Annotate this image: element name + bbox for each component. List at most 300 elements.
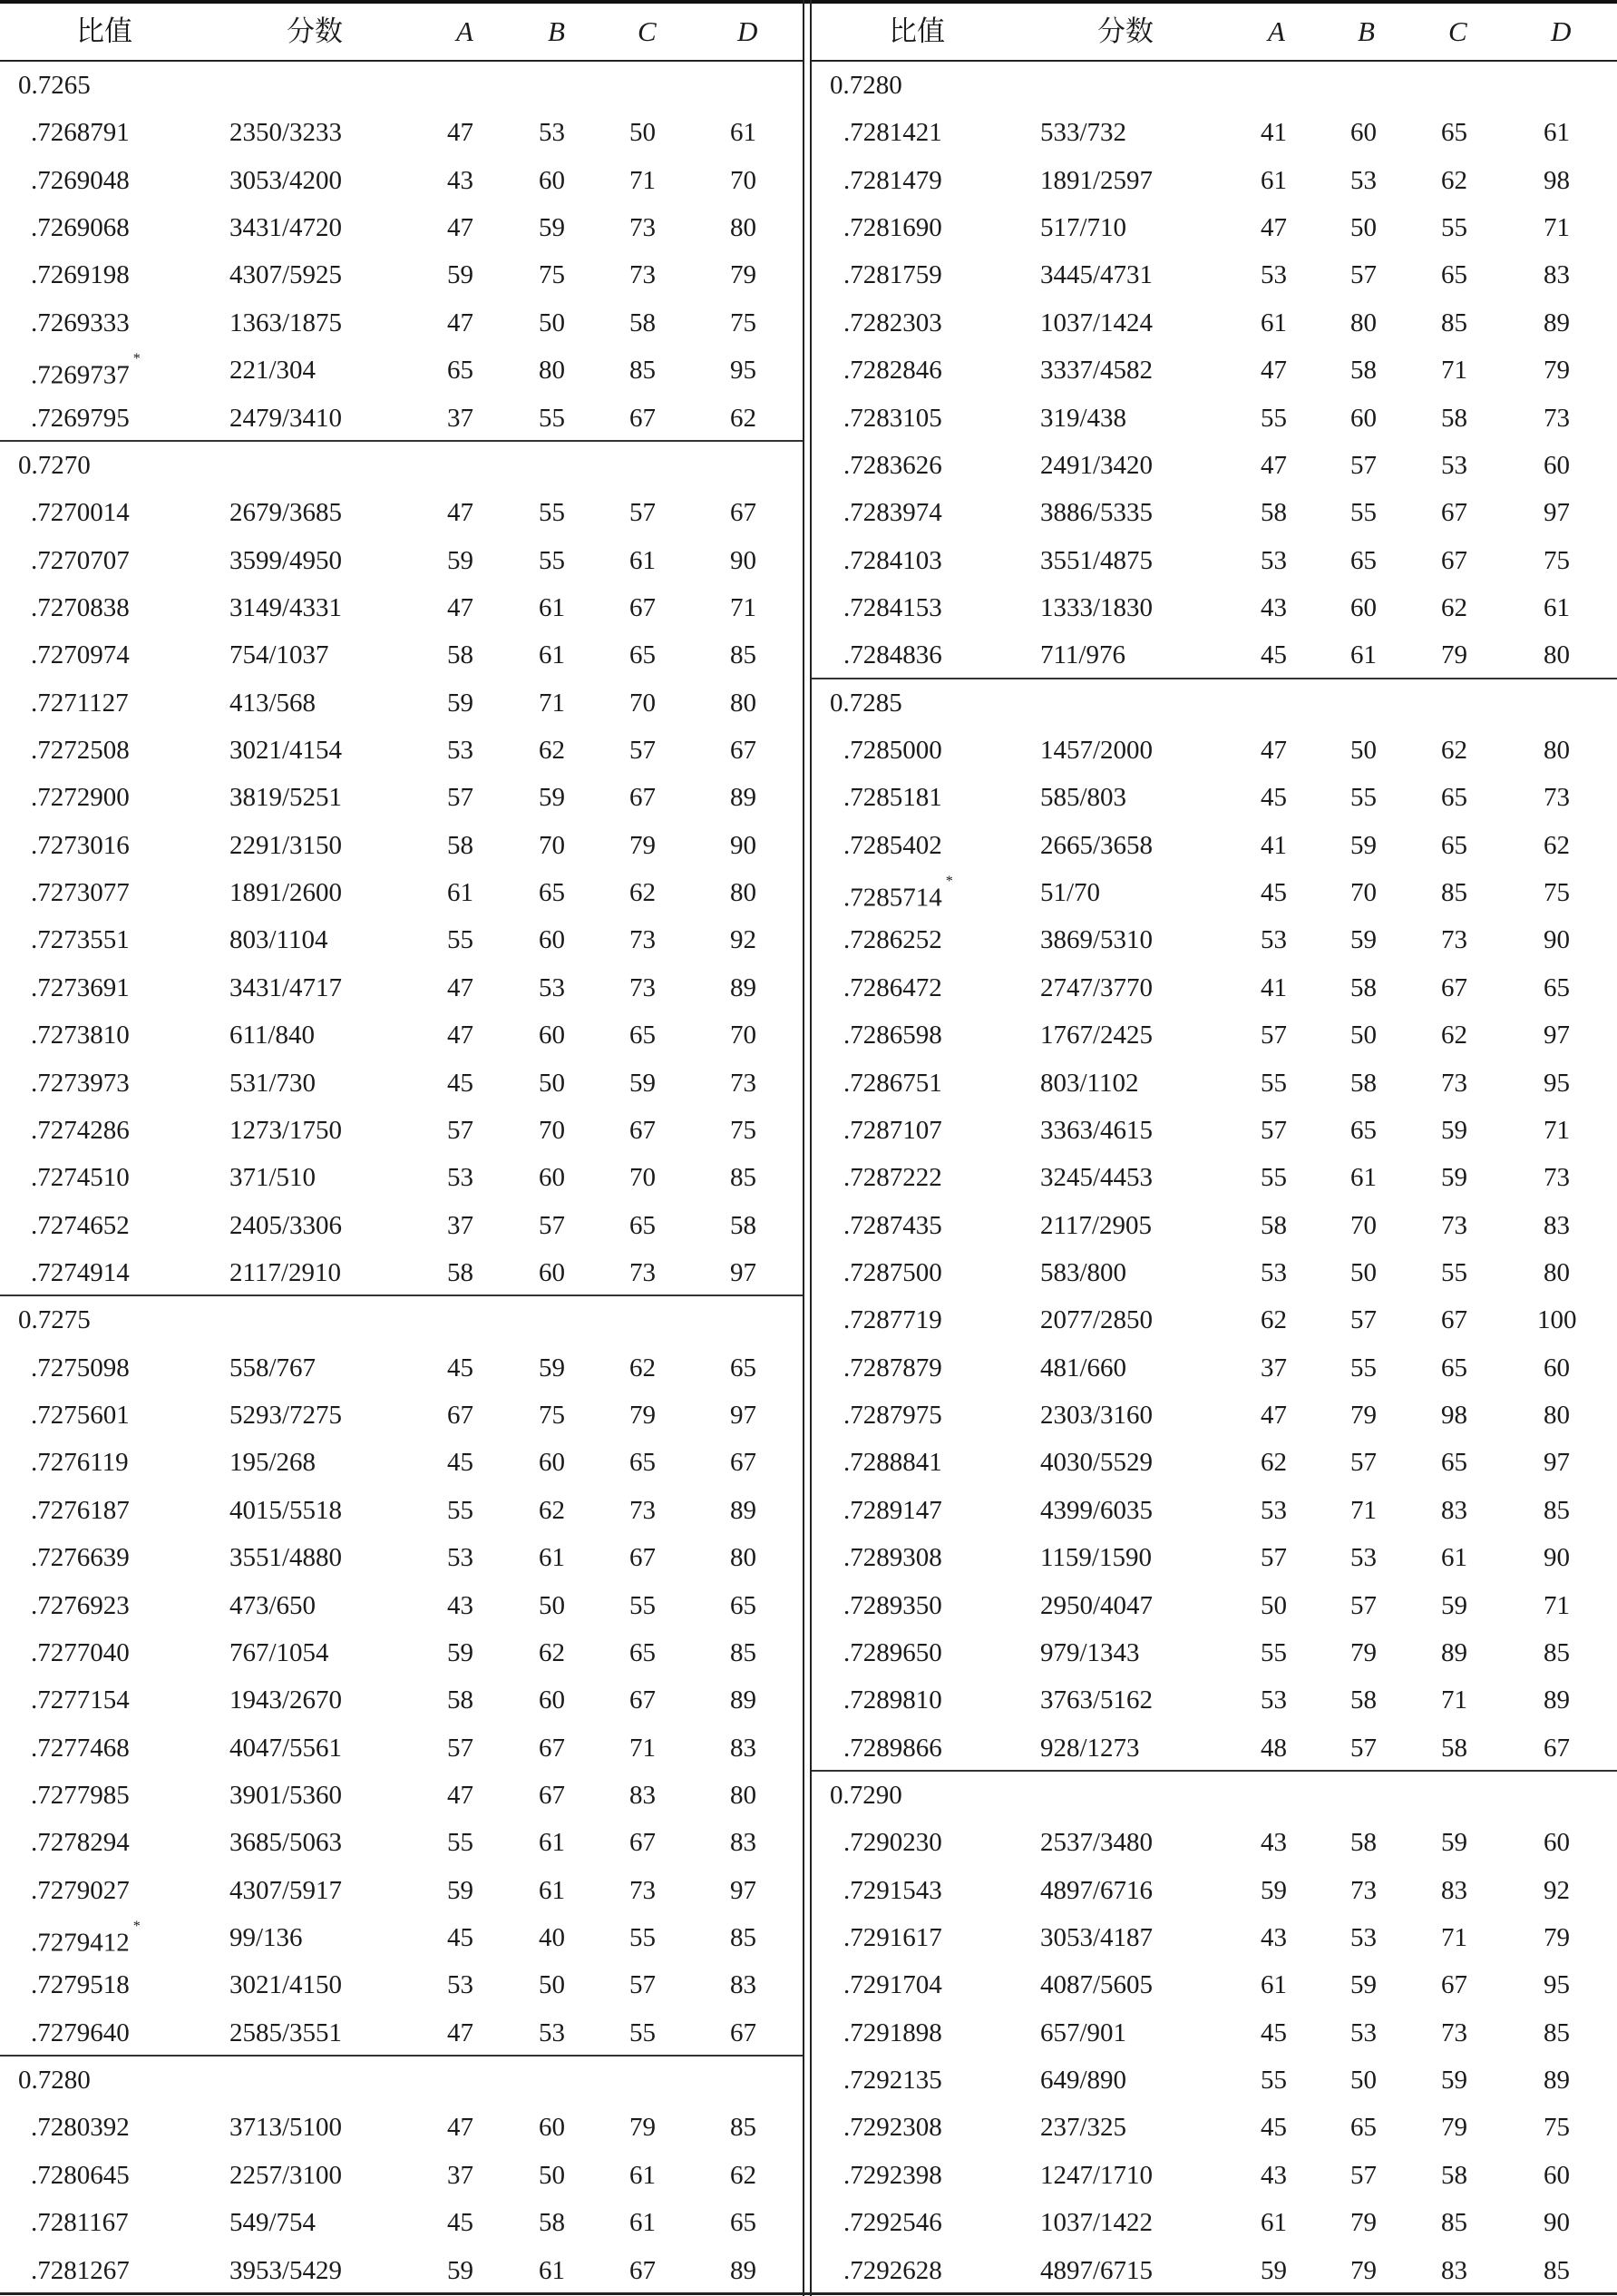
ratio-value: .7281759 (843, 260, 942, 290)
d-cell: 80 (730, 1780, 756, 1810)
d-cell: 89 (730, 972, 756, 1002)
b-cell: 60 (539, 925, 565, 955)
fraction-cell: 4087/5605 (1040, 1970, 1154, 2000)
a-cell: 47 (447, 1021, 473, 1050)
b-cell: 61 (539, 1875, 565, 1905)
ratio-cell (31, 1772, 130, 1819)
table-row (0, 157, 803, 204)
fraction-cell: 583/800 (1040, 1257, 1127, 1287)
ratio-cell (843, 822, 942, 869)
table-row (812, 964, 1617, 1011)
d-cell: 60 (1544, 1828, 1570, 1858)
b-cell: 79 (1350, 2208, 1377, 2238)
fraction-cell: 2491/3420 (1040, 450, 1154, 480)
a-cell: 53 (1261, 1685, 1287, 1715)
a-cell: 53 (447, 1163, 473, 1193)
ratio-cell (843, 2247, 942, 2294)
ratio-cell (31, 1011, 130, 1059)
c-cell: 85 (1441, 308, 1467, 337)
fraction-cell: 2950/4047 (1040, 1590, 1154, 1620)
ratio-value: .7269795 (31, 403, 130, 433)
b-cell: 70 (1350, 878, 1377, 908)
c-cell: 65 (1441, 783, 1467, 813)
ratio-value: .7282303 (843, 308, 942, 337)
a-cell: 47 (1261, 356, 1287, 386)
table-row (0, 964, 803, 1011)
fraction-cell: 1037/1424 (1040, 308, 1154, 337)
d-cell: 85 (730, 640, 756, 670)
d-cell: 75 (730, 1115, 756, 1145)
fraction-cell: 99/136 (229, 1923, 303, 1953)
table-row (812, 1060, 1617, 1107)
b-cell: 61 (539, 640, 565, 670)
b-cell: 50 (1350, 1021, 1377, 1050)
fraction-cell: 2291/3150 (229, 830, 343, 860)
group-label: 0.7275 (18, 1305, 91, 1335)
b-cell: 61 (539, 592, 565, 622)
d-cell: 90 (730, 545, 756, 575)
table-row (0, 2152, 803, 2199)
ratio-value: .7269198 (31, 260, 130, 290)
ratio-cell (31, 1344, 130, 1392)
ratio-cell (843, 299, 942, 347)
d-cell: 67 (730, 2018, 756, 2047)
ratio-cell (31, 1914, 141, 1967)
d-cell: 75 (1544, 878, 1570, 908)
b-cell: 65 (1350, 545, 1377, 575)
table-row (812, 251, 1617, 298)
b-cell: 50 (539, 2160, 565, 2190)
c-cell: 67 (1441, 545, 1467, 575)
c-cell: 67 (629, 2255, 656, 2285)
b-cell: 57 (539, 1210, 565, 1240)
a-cell: 59 (447, 1637, 473, 1667)
a-cell: 62 (1261, 1305, 1287, 1335)
b-cell: 62 (539, 736, 565, 766)
a-cell: 55 (1261, 2066, 1287, 2096)
a-cell: 58 (1261, 1210, 1287, 1240)
c-cell: 65 (1441, 830, 1467, 860)
c-cell: 55 (629, 1923, 656, 1953)
a-cell: 55 (447, 925, 473, 955)
d-cell: 61 (1544, 592, 1570, 622)
table-row (812, 584, 1617, 631)
d-cell: 85 (1544, 1495, 1570, 1525)
c-cell: 61 (629, 545, 656, 575)
ratio-value: .7275601 (31, 1401, 130, 1431)
ratio-value: .7277040 (31, 1637, 130, 1667)
ratio-cell (31, 1202, 130, 1249)
a-cell: 45 (1261, 783, 1287, 813)
d-cell: 80 (730, 878, 756, 908)
table-row (0, 679, 803, 727)
fraction-cell: 481/660 (1040, 1353, 1127, 1382)
c-cell: 83 (1441, 2255, 1467, 2285)
ratio-value: .7286751 (843, 1068, 942, 1098)
c-cell: 71 (1441, 1685, 1467, 1715)
ratio-cell (843, 1961, 942, 2008)
ratio-cell (31, 1060, 130, 1107)
fraction-cell: 2405/3306 (229, 1210, 343, 1240)
c-cell: 98 (1441, 1401, 1467, 1431)
table-row (812, 1011, 1617, 1059)
ratio-cell (843, 2152, 942, 2199)
table-row (0, 1060, 803, 1107)
a-cell: 53 (1261, 545, 1287, 575)
a-cell: 45 (1261, 640, 1287, 670)
a-cell: 50 (1261, 1590, 1287, 1620)
ratio-cell (31, 822, 130, 869)
a-cell: 41 (1261, 830, 1287, 860)
ratio-cell (31, 2152, 130, 2199)
ratio-cell (31, 916, 130, 963)
c-cell: 55 (629, 1590, 656, 1620)
group-label-row (812, 679, 1617, 727)
ratio-value: .7286598 (843, 1021, 942, 1050)
a-cell: 45 (447, 2208, 473, 2238)
table-row (812, 537, 1617, 584)
a-cell: 53 (1261, 260, 1287, 290)
fraction-cell: 4047/5561 (229, 1733, 343, 1763)
ratio-cell (31, 1534, 130, 1581)
a-cell: 43 (1261, 592, 1287, 622)
table-row (0, 2009, 803, 2057)
d-cell: 83 (1544, 260, 1570, 290)
d-cell: 85 (730, 1163, 756, 1193)
ratio-value: .7278294 (31, 1828, 130, 1858)
table-row (812, 2247, 1617, 2294)
d-cell: 83 (730, 1970, 756, 2000)
ratio-cell (31, 1724, 130, 1772)
c-cell: 65 (629, 640, 656, 670)
d-cell: 80 (730, 213, 756, 243)
fraction-cell: 3021/4150 (229, 1970, 343, 2000)
d-cell: 90 (1544, 925, 1570, 955)
b-cell: 70 (539, 830, 565, 860)
c-cell: 79 (629, 1401, 656, 1431)
b-cell: 57 (1350, 2160, 1377, 2190)
ratio-value: .7277985 (31, 1780, 130, 1810)
b-cell: 60 (539, 1685, 565, 1715)
d-cell: 65 (1544, 972, 1570, 1002)
header-ratio: 比值 (76, 15, 132, 47)
b-cell: 60 (539, 1257, 565, 1287)
table-row (812, 822, 1617, 869)
ratio-cell (843, 109, 942, 156)
table-row (0, 584, 803, 631)
footnote-marker: * (132, 351, 141, 367)
ratio-value: .7288841 (843, 1448, 942, 1478)
table-row (0, 1724, 803, 1772)
a-cell: 45 (1261, 2113, 1287, 2143)
c-cell: 59 (1441, 1590, 1467, 1620)
table-row (0, 395, 803, 442)
table-row (812, 1534, 1617, 1581)
d-cell: 85 (730, 1637, 756, 1667)
c-cell: 79 (629, 830, 656, 860)
d-cell: 65 (730, 1353, 756, 1382)
d-cell: 80 (1544, 640, 1570, 670)
ratio-value: .7287879 (843, 1353, 942, 1382)
right-table-panel (812, 4, 1617, 2294)
table-row (812, 1582, 1617, 1629)
a-cell: 53 (447, 1543, 473, 1573)
d-cell: 73 (1544, 783, 1570, 813)
fraction-cell: 803/1104 (229, 925, 328, 955)
ratio-cell (843, 1676, 942, 1724)
ratio-value: .7289810 (843, 1685, 942, 1715)
d-cell: 61 (1544, 118, 1570, 148)
ratio-value: .7275098 (31, 1353, 130, 1382)
a-cell: 47 (447, 118, 473, 148)
table-row (812, 157, 1617, 204)
fraction-cell: 1037/1422 (1040, 2208, 1154, 2238)
table-row (0, 1772, 803, 1819)
a-cell: 59 (447, 2255, 473, 2285)
footnote-marker: * (132, 1919, 141, 1935)
b-cell: 55 (1350, 498, 1377, 528)
c-cell: 65 (629, 1021, 656, 1050)
b-cell: 55 (539, 498, 565, 528)
fraction-cell: 371/510 (229, 1163, 317, 1193)
c-cell: 73 (629, 260, 656, 290)
d-cell: 60 (1544, 450, 1570, 480)
fraction-cell: 2479/3410 (229, 403, 343, 433)
d-cell: 89 (730, 1495, 756, 1525)
c-cell: 61 (629, 2160, 656, 2190)
ratio-value: .7292546 (843, 2208, 942, 2238)
ratio-value: .7279640 (31, 2018, 130, 2047)
d-cell: 73 (730, 1068, 756, 1098)
fraction-cell: 1247/1710 (1040, 2160, 1154, 2190)
ratio-value: .7276119 (31, 1448, 129, 1478)
fraction-cell: 4399/6035 (1040, 1495, 1154, 1525)
fraction-cell: 4015/5518 (229, 1495, 343, 1525)
b-cell: 65 (539, 878, 565, 908)
ratio-cell (843, 584, 942, 631)
table-row (0, 1961, 803, 2008)
a-cell: 57 (1261, 1543, 1287, 1573)
c-cell: 61 (629, 2208, 656, 2238)
a-cell: 47 (447, 498, 473, 528)
c-cell: 57 (629, 1970, 656, 2000)
fraction-cell: 473/650 (229, 1590, 317, 1620)
table-row (0, 489, 803, 536)
a-cell: 55 (1261, 1068, 1287, 1098)
ratio-value: .7289308 (843, 1543, 942, 1573)
ratio-value: .7280645 (31, 2160, 130, 2190)
ratio-cell (31, 774, 130, 821)
c-cell: 57 (629, 736, 656, 766)
c-cell: 55 (1441, 213, 1467, 243)
c-cell: 59 (1441, 2066, 1467, 2096)
d-cell: 67 (730, 1448, 756, 1478)
ratio-value: .7270014 (31, 498, 130, 528)
d-cell: 79 (730, 260, 756, 290)
fraction-cell: 413/568 (229, 688, 317, 718)
table-row (812, 869, 1617, 916)
ratio-cell (31, 584, 130, 631)
table-row (812, 299, 1617, 347)
ratio-cell (31, 1629, 130, 1676)
ratio-cell (31, 204, 130, 251)
fraction-cell: 3551/4880 (229, 1543, 343, 1573)
a-cell: 41 (1261, 972, 1287, 1002)
c-cell: 67 (629, 1115, 656, 1145)
b-cell: 71 (1350, 1495, 1377, 1525)
a-cell: 45 (1261, 878, 1287, 908)
a-cell: 37 (1261, 1353, 1287, 1382)
a-cell: 55 (1261, 1163, 1287, 1193)
ratio-cell (843, 2009, 942, 2057)
d-cell: 71 (1544, 213, 1570, 243)
b-cell: 60 (539, 1021, 565, 1050)
c-cell: 73 (629, 213, 656, 243)
fraction-cell: 2585/3551 (229, 2018, 343, 2047)
a-cell: 57 (1261, 1021, 1287, 1050)
a-cell: 55 (447, 1828, 473, 1858)
fraction-cell: 767/1054 (229, 1637, 329, 1667)
ratio-cell (31, 2009, 130, 2057)
table-row (0, 727, 803, 774)
b-cell: 50 (1350, 213, 1377, 243)
d-cell: 73 (1544, 403, 1570, 433)
group-label: 0.7280 (18, 2066, 91, 2096)
c-cell: 65 (1441, 1448, 1467, 1478)
a-cell: 55 (1261, 1637, 1287, 1667)
ratio-value: .7276639 (31, 1543, 130, 1573)
b-cell: 58 (1350, 1685, 1377, 1715)
c-cell: 83 (1441, 1495, 1467, 1525)
a-cell: 55 (1261, 403, 1287, 433)
ratio-value: .7281167 (31, 2208, 129, 2238)
a-cell: 47 (447, 2018, 473, 2047)
b-cell: 60 (539, 1163, 565, 1193)
d-cell: 100 (1537, 1305, 1577, 1335)
ratio-cell (843, 537, 942, 584)
header-d: D (1551, 15, 1572, 47)
c-cell: 73 (629, 925, 656, 955)
group-label: 0.7270 (18, 450, 91, 480)
ratio-value: .7292398 (843, 2160, 942, 2190)
ratio-value: .7281479 (843, 165, 942, 195)
ratio-cell (843, 1439, 942, 1486)
d-cell: 95 (1544, 1068, 1570, 1098)
a-cell: 47 (447, 1780, 473, 1810)
table-row (812, 727, 1617, 774)
c-cell: 67 (629, 1543, 656, 1573)
c-cell: 85 (1441, 2208, 1467, 2238)
fraction-cell: 195/268 (229, 1448, 317, 1478)
b-cell: 61 (539, 1543, 565, 1573)
table-row (812, 204, 1617, 251)
b-cell: 79 (1350, 1637, 1377, 1667)
d-cell: 80 (730, 688, 756, 718)
c-cell: 65 (1441, 260, 1467, 290)
ratio-cell (843, 1914, 942, 1961)
table-row (812, 2152, 1617, 2199)
column-divider (803, 0, 804, 2296)
ratio-value: .7286252 (843, 925, 942, 955)
fraction-cell: 4897/6715 (1040, 2255, 1154, 2285)
fraction-cell: 4030/5529 (1040, 1448, 1154, 1478)
fraction-cell: 649/890 (1040, 2066, 1127, 2096)
table-row (0, 631, 803, 679)
ratio-value: .7268791 (31, 118, 130, 148)
group-label: 0.7280 (830, 71, 902, 100)
b-cell: 80 (539, 356, 565, 386)
fraction-cell: 2537/3480 (1040, 1828, 1154, 1858)
table-row (812, 347, 1617, 394)
a-cell: 53 (1261, 925, 1287, 955)
fraction-cell: 3551/4875 (1040, 545, 1154, 575)
d-cell: 65 (730, 1590, 756, 1620)
fraction-cell: 754/1037 (229, 640, 329, 670)
ratio-value: .7273973 (31, 1068, 130, 1098)
b-cell: 53 (1350, 2018, 1377, 2047)
c-cell: 73 (629, 1257, 656, 1287)
ratio-value: .7274914 (31, 1257, 130, 1287)
table-row (812, 1392, 1617, 1439)
table-row (0, 251, 803, 298)
table-row (812, 1202, 1617, 1249)
ratio-value: .7279027 (31, 1875, 130, 1905)
d-cell: 95 (1544, 1970, 1570, 2000)
d-cell: 67 (730, 498, 756, 528)
ratio-value: .7270707 (31, 545, 130, 575)
d-cell: 85 (1544, 2255, 1570, 2285)
table-row (0, 1487, 803, 1534)
a-cell: 47 (1261, 213, 1287, 243)
ratio-value: .7269068 (31, 213, 130, 243)
b-cell: 67 (539, 1780, 565, 1810)
c-cell: 83 (1441, 1875, 1467, 1905)
c-cell: 73 (1441, 2018, 1467, 2047)
a-cell: 53 (447, 736, 473, 766)
a-cell: 43 (1261, 1828, 1287, 1858)
fraction-cell: 711/976 (1040, 640, 1125, 670)
b-cell: 57 (1350, 1305, 1377, 1335)
c-cell: 58 (629, 308, 656, 337)
d-cell: 97 (1544, 498, 1570, 528)
d-cell: 58 (730, 1210, 756, 1240)
c-cell: 67 (629, 1685, 656, 1715)
ratio-cell (843, 442, 942, 489)
a-cell: 47 (447, 972, 473, 1002)
table-row (0, 1202, 803, 1249)
d-cell: 85 (730, 2113, 756, 2143)
table-row (0, 2199, 803, 2246)
header-c: C (638, 15, 657, 47)
b-cell: 58 (1350, 1828, 1377, 1858)
ratio-value: .7270838 (31, 592, 130, 622)
c-cell: 55 (1441, 1257, 1467, 1287)
ratio-value: .7287107 (843, 1115, 942, 1145)
b-cell: 75 (539, 260, 565, 290)
ratio-cell (843, 2104, 942, 2151)
ratio-value: .7291617 (843, 1923, 942, 1953)
ratio-value: .7287500 (843, 1257, 942, 1287)
d-cell: 98 (1544, 165, 1570, 195)
a-cell: 53 (1261, 1495, 1287, 1525)
table-row (812, 489, 1617, 536)
d-cell: 75 (1544, 545, 1570, 575)
b-cell: 57 (1350, 1590, 1377, 1620)
table-row (0, 1867, 803, 1914)
ratio-cell (843, 916, 942, 963)
a-cell: 61 (1261, 2208, 1287, 2238)
d-cell: 60 (1544, 2160, 1570, 2190)
